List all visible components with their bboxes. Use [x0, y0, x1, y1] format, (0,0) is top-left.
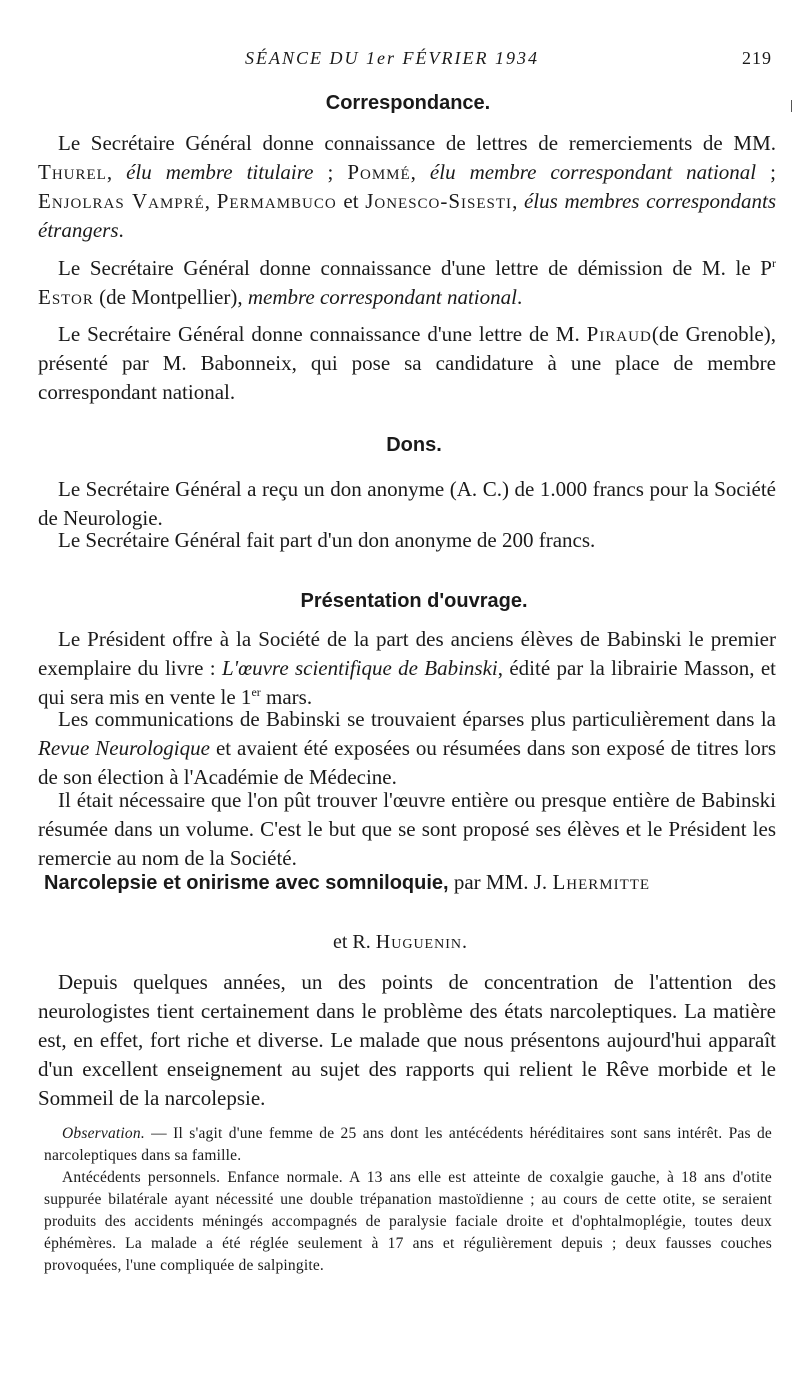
journal-title: Revue Neurologique [38, 736, 210, 760]
author-huguenin: Huguenin [375, 931, 462, 953]
paragraph-remerciements: Le Secrétaire Général donne connaissance de lettres de remerciements de MM. Thurel, élu membre titulaire ; Pommé, élu membre correspondant national ; Enjolras Vampré, Permambuco et Jonesco-Sisesti, élus membres correspondants étrangers. [38, 131, 777, 242]
name-pomme: Pommé [347, 160, 411, 184]
observation-paragraph: Observation. — Il s'agit d'une femme de 25 ans dont les antécédents héréditaires sont sans intérêt. Pas de narcoleptiques dans sa famille. [44, 1125, 772, 1164]
name-thurel: Thurel [38, 160, 107, 184]
section-title-correspondance: Correspondance. [325, 92, 491, 114]
paragraph-presentation-2: Les communications de Babinski se trouvaient éparses plus particulièrement dans la Revue Neurologique et avaient été exposées ou résumées dans son exposé de titres lors de son élection à l'Académie de Médecine. [38, 707, 776, 789]
book-title: L'œuvre scientifique de Babinski [221, 656, 498, 680]
name-piraud: Piraud [586, 322, 652, 346]
paragraph-presentation-1: Le Président offre à la Société de la part des anciens élèves de Babinski le premier exemplaire du livre : L'œuvre scientifique de Babinski, édité par la librairie Masson, et qui sera mis en vente le 1er mars. [38, 627, 776, 709]
antecedents-paragraph: Antécédents personnels. Enfance normale. A 13 ans elle est atteinte de coxalgie gauche, à 18 ans d'otite suppurée bilatérale ayant nécessité une double trépanation mastoïdienne ; au cours de cette otite, se seraient produits des accidents méningés accompagnés de paralysie faciale droite et d'ophtalmoplégie, toutes deux éphémères. La malade a été réglée seulement à 17 ans et régulièrement depuis ; deux fausses couches provoquées, l'une compliquée de salpingite. [44, 1169, 772, 1274]
section-title-dons: Dons. [386, 434, 442, 456]
paragraph-demission: Le Secrétaire Général donne connaissance d'une lettre de démission de M. le $P^r$ Estor (de Montpellier), membre correspondant national. [38, 256, 776, 309]
article-title: Narcolepsie et onirisme avec somniloquie, par MM. J. Lhermitte [44, 870, 651, 894]
page-number: 219 [742, 48, 772, 68]
page-header [40, 48, 772, 74]
paragraph-don-2: Le Secrétaire Général fait part d'un don anonyme de 200 francs. [58, 528, 596, 552]
section-title-presentation: Présentation d'ouvrage. [300, 590, 528, 612]
article-introduction: Depuis quelques années, un des points de concentration de l'attention des neurologistes tient certainement dans le problème des états narcoleptiques. La matière est, en effet, fort riche et diverse. Le malade que nous présentons aujourd'hui apparaît d'un excellent enseignement au sujet des rapports qui relient le Rêve morbide et le Sommeil de la narcolepsie. [38, 970, 776, 1110]
paragraph-presentation-3: Il était nécessaire que l'on pût trouver l'œuvre entière ou presque entière de Babinski résumée dans un volume. C'est le but que se sont proposé ses élèves et le Président les remercie au nom de la Société. [38, 788, 776, 870]
paragraph-don-1: Le Secrétaire Général a reçu un don anonyme (A. C.) de 1.000 francs pour la Société de Neurologie. [38, 477, 776, 530]
name-estor: Estor [38, 285, 94, 309]
article-title-text: Narcolepsie et onirisme avec somniloquie, [44, 872, 449, 894]
author-lhermitte: Lhermitte [552, 870, 651, 894]
running-head: SÉANCE DU 1er FÉVRIER 1934 [245, 48, 539, 68]
article-authors-line2: et R. Huguenin. [333, 931, 467, 953]
observation-label: Observation. [62, 1125, 145, 1142]
paragraph-candidature: Le Secrétaire Général donne connaissance d'une lettre de M. Piraud(de Grenoble), présenté par M. Babonneix, qui pose sa candidature à une place de membre correspondant national. [38, 322, 776, 404]
